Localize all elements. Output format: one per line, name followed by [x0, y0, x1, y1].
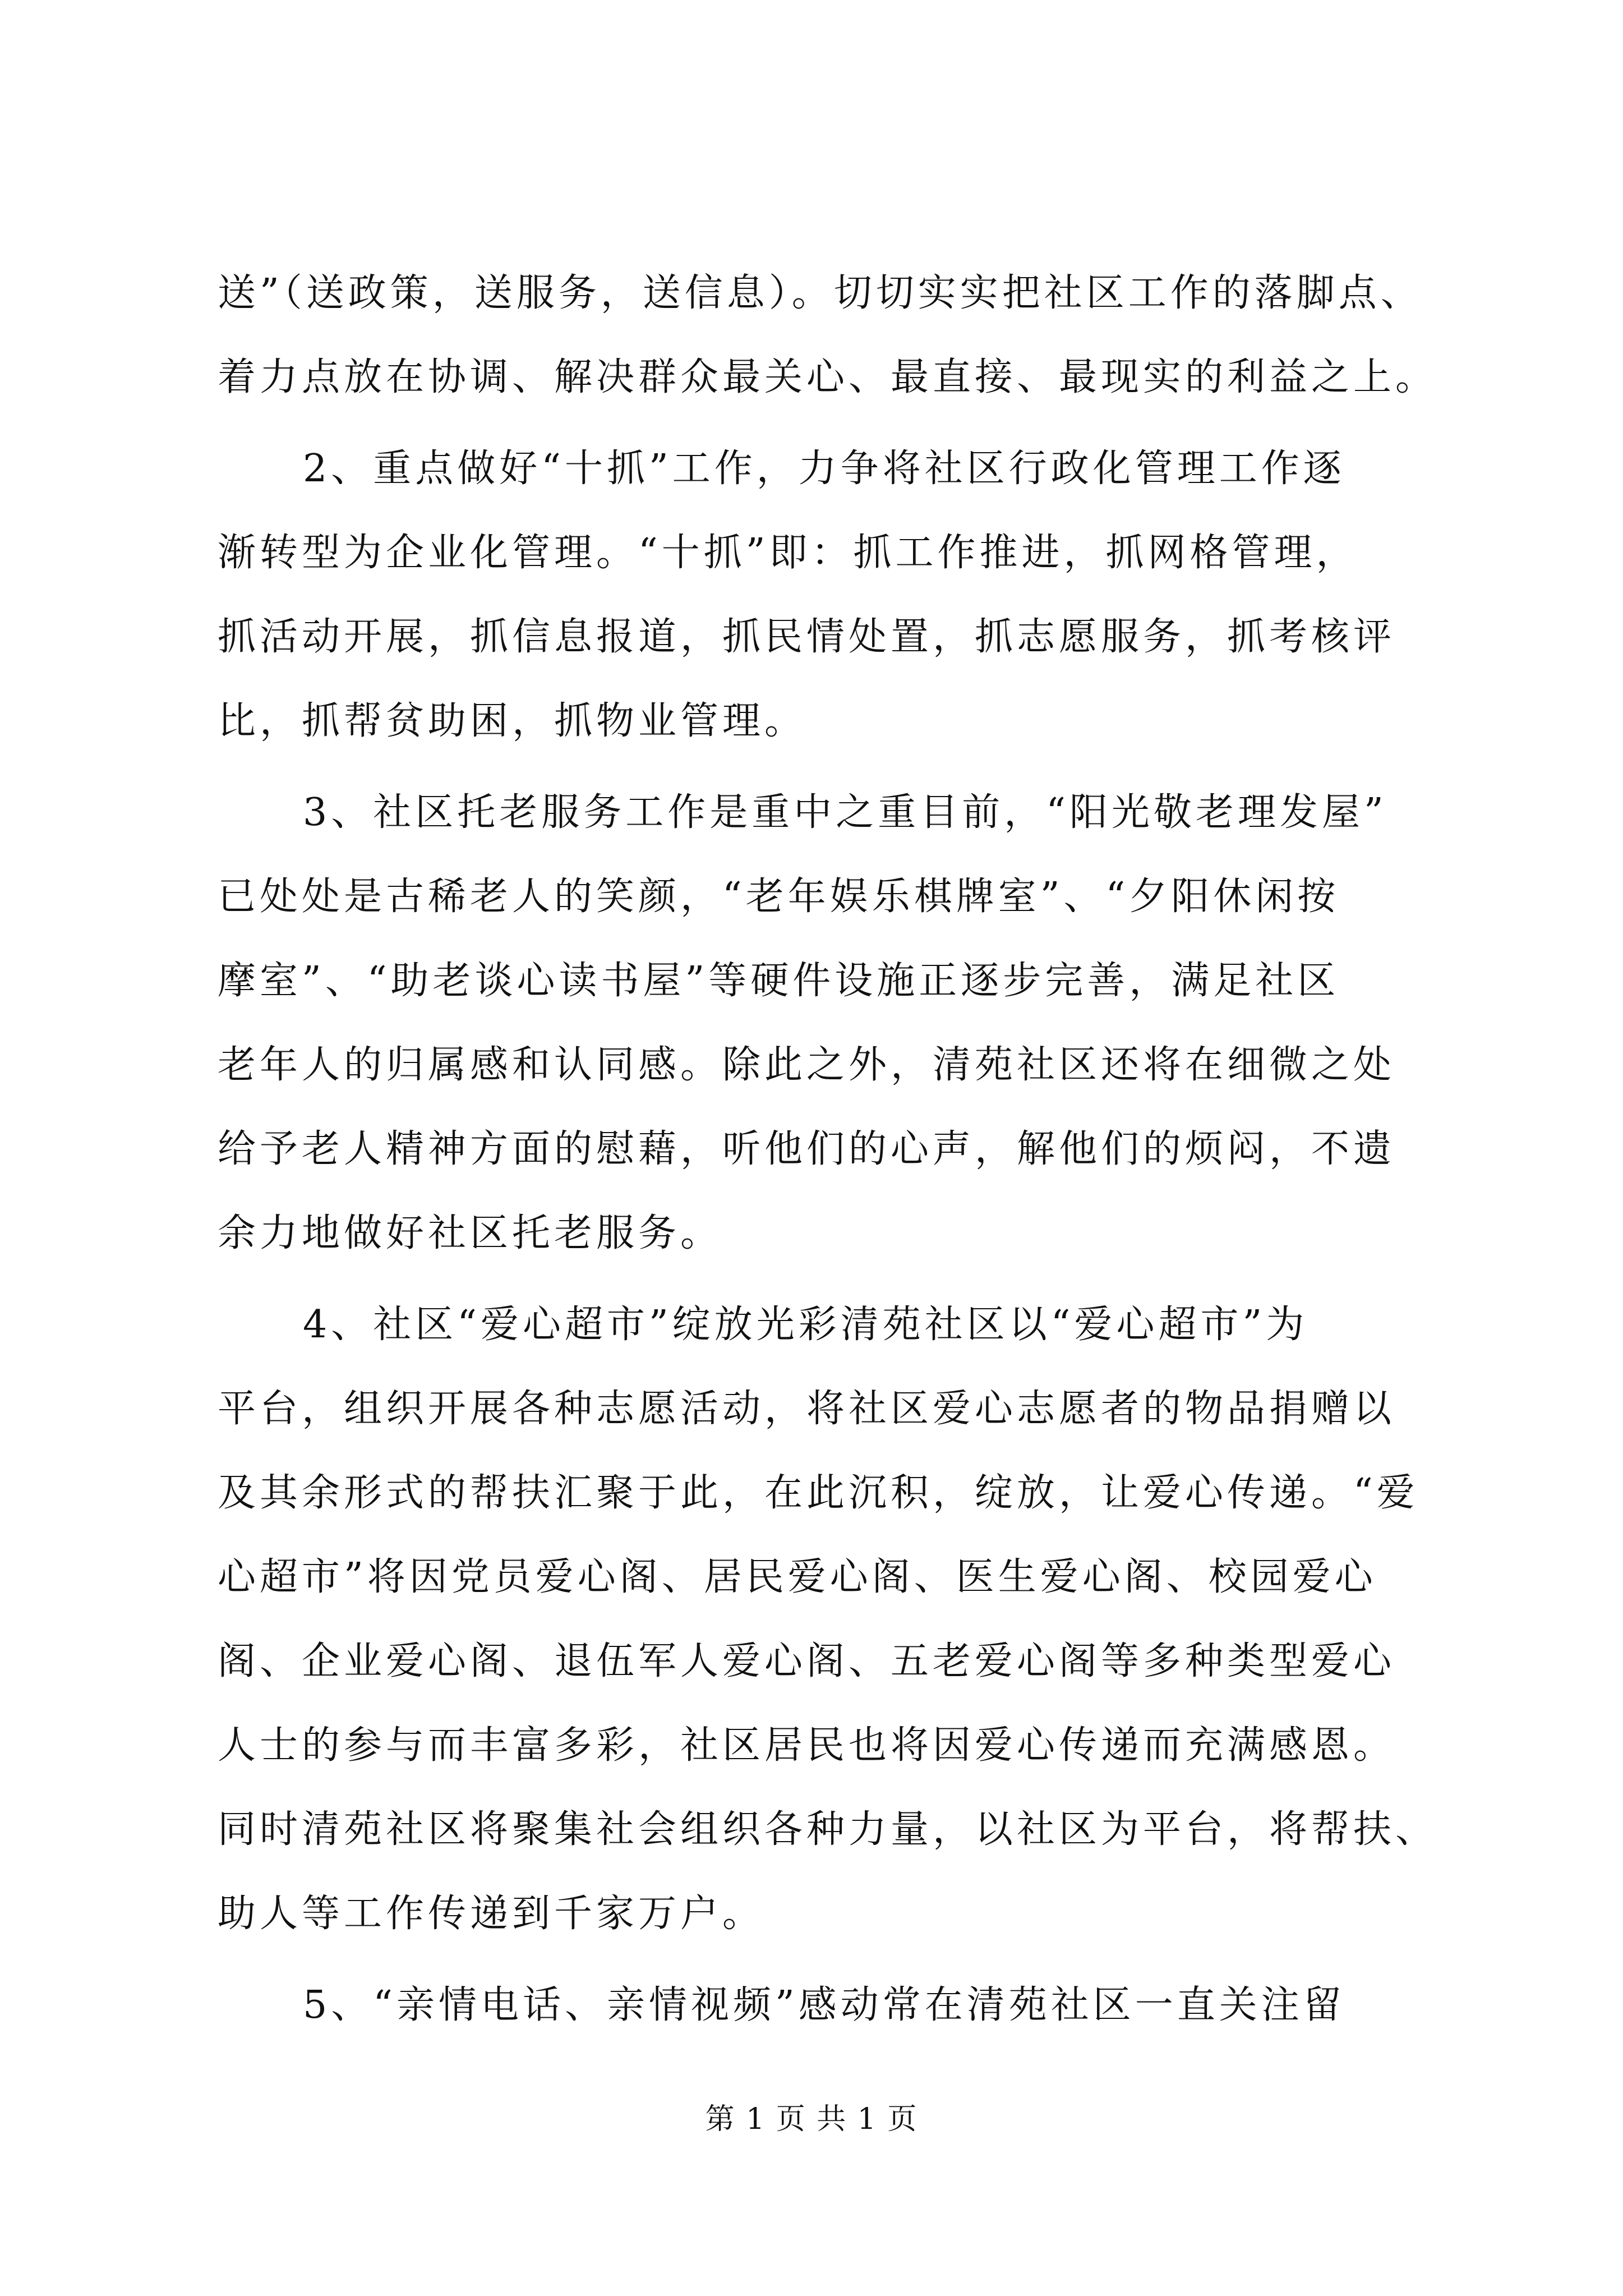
- text-line: 及其余形式的帮扶汇聚于此，在此沉积，绽放，让爱心传递。“爱: [218, 1471, 1419, 1515]
- text-line: 阁、企业爱心阁、退伍军人爱心阁、五老爱心阁等多种类型爱心: [218, 1639, 1396, 1683]
- text-line: 同时清苑社区将聚集社会组织各种力量，以社区为平台，将帮扶、: [218, 1807, 1438, 1852]
- text-line: 抓活动开展，抓信息报道，抓民情处置，抓志愿服务，抓考核评: [218, 615, 1396, 659]
- text-line: 着力点放在协调、解决群众最关心、最直接、最现实的利益之上。: [218, 355, 1438, 399]
- text-line: 助人等工作传递到千家万户。: [218, 1892, 765, 1936]
- text-line: 送”（送政策，送服务，送信息）。切切实实把社区工作的落脚点、: [218, 271, 1423, 315]
- body-text: [218, 251, 1451, 2047]
- text-line: 余力地做好社区托老服务。: [218, 1211, 723, 1255]
- text-line: 平台，组织开展各种志愿活动，将社区爱心志愿者的物品捐赠以: [218, 1387, 1396, 1431]
- page-footer: 第 1 页 共 1 页: [705, 2102, 918, 2136]
- paragraph-first-line: 3、社区托老服务工作是重中之重目前，“阳光敬老理发屋”: [303, 790, 1387, 835]
- paragraph-first-line: 4、社区“爱心超市”绽放光彩清苑社区以“爱心超市”为: [303, 1303, 1308, 1347]
- text-line: 摩室”、“助老谈心读书屋”等硬件设施正逐步完善，满足社区: [218, 959, 1340, 1003]
- paragraph-first-line: 2、重点做好“十抓”工作，力争将社区行政化管理工作逐: [303, 447, 1345, 491]
- text-line: 已处处是古稀老人的笑颜，“老年娱乐棋牌室”、“夕阳休闲按: [218, 875, 1340, 919]
- paragraph-first-line: 5、“亲情电话、亲情视频”感动常在清苑社区一直关注留: [303, 1983, 1345, 2027]
- text-line: 渐转型为企业化管理。“十抓”即：抓工作推进，抓网格管理，: [218, 531, 1358, 575]
- text-line: 给予老人精神方面的慰藉，听他们的心声，解他们的烦闷，不遗: [218, 1127, 1396, 1171]
- text-line: 老年人的归属感和认同感。除此之外，清苑社区还将在细微之处: [218, 1043, 1396, 1087]
- text-line: 心超市”将因党员爱心阁、居民爱心阁、医生爱心阁、校园爱心: [218, 1555, 1377, 1599]
- text-line: 人士的参与而丰富多彩，社区居民也将因爱心传递而充满感恩。: [218, 1723, 1396, 1768]
- text-line: 比，抓帮贫助困，抓物业管理。: [218, 699, 807, 743]
